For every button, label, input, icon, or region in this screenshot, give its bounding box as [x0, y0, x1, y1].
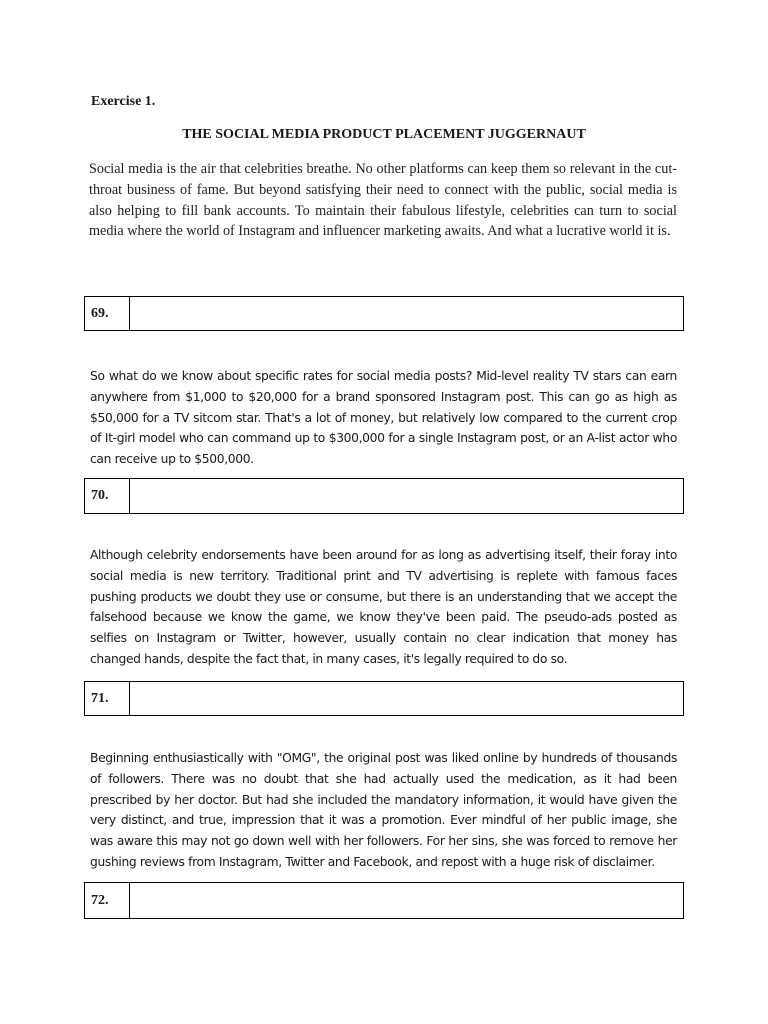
intro-paragraph: Social media is the air that celebrities breathe. No other platforms can keep them so relevant in the cut-throat business of fame. But beyond satisfying their need to connect with the public, social media is also helping to fill bank accounts. To maintain their fabulous lifestyle, celebrities can turn to social media where the world of Instagram and influencer marketing awaits. And what a lucrative world it is.	[89, 161, 677, 240]
article-title: THE SOCIAL MEDIA PRODUCT PLACEMENT JUGGERNAUT	[182, 127, 586, 142]
answer-number: 70.	[85, 479, 130, 513]
body-paragraph-3: Beginning enthusiastically with "OMG", the original post was liked online by hundreds of thousands of followers. There was no doubt that she had actually used the medication, as it had been prescribed by her doctor. But had she included the mandatory information, it would have given the very distinct, and true, impression that it was a promotion. Ever mindful of her public image, she was aware this may not go down well with her followers. For her sins, she was forced to remove her gushing reviews from Instagram, Twitter and Facebook, and repost with a huge risk of disclaimer.	[90, 751, 677, 869]
body-paragraph-1: So what do we know about specific rates for social media posts? Mid-level reality TV stars can earn anywhere from $1,000 to $20,000 for a brand sponsored Instagram post. This can go as high as $50,000 for a TV sitcom star. That's a lot of money, but relatively low compared to the current crop of It-girl model who can command up to $300,000 for a single Instagram post, or an A-list actor who can receive up to $500,000.	[90, 369, 677, 467]
answer-field[interactable]	[130, 479, 683, 513]
answer-number: 72.	[85, 883, 130, 918]
answer-box-69	[84, 296, 684, 331]
answer-box-70	[84, 478, 684, 514]
exercise-label: Exercise 1.	[91, 94, 156, 109]
answer-field[interactable]	[130, 682, 683, 715]
answer-box-72	[84, 882, 684, 919]
answer-field[interactable]	[130, 297, 683, 330]
answer-number: 71.	[85, 682, 130, 715]
body-paragraph-2: Although celebrity endorsements have been around for as long as advertising itself, their foray into social media is new territory. Traditional print and TV advertising is replete with famous faces pushing products we doubt they use or consume, but there is an understanding that we accept the falsehood because we know the game, we know they've been paid. The pseudo-ads posted as selfies on Instagram or Twitter, however, usually contain no clear indication that money has changed hands, despite the fact that, in many cases, it's legally required to do so.	[90, 548, 677, 666]
answer-box-71	[84, 681, 684, 716]
answer-number: 69.	[85, 297, 130, 330]
answer-field[interactable]	[130, 883, 683, 918]
